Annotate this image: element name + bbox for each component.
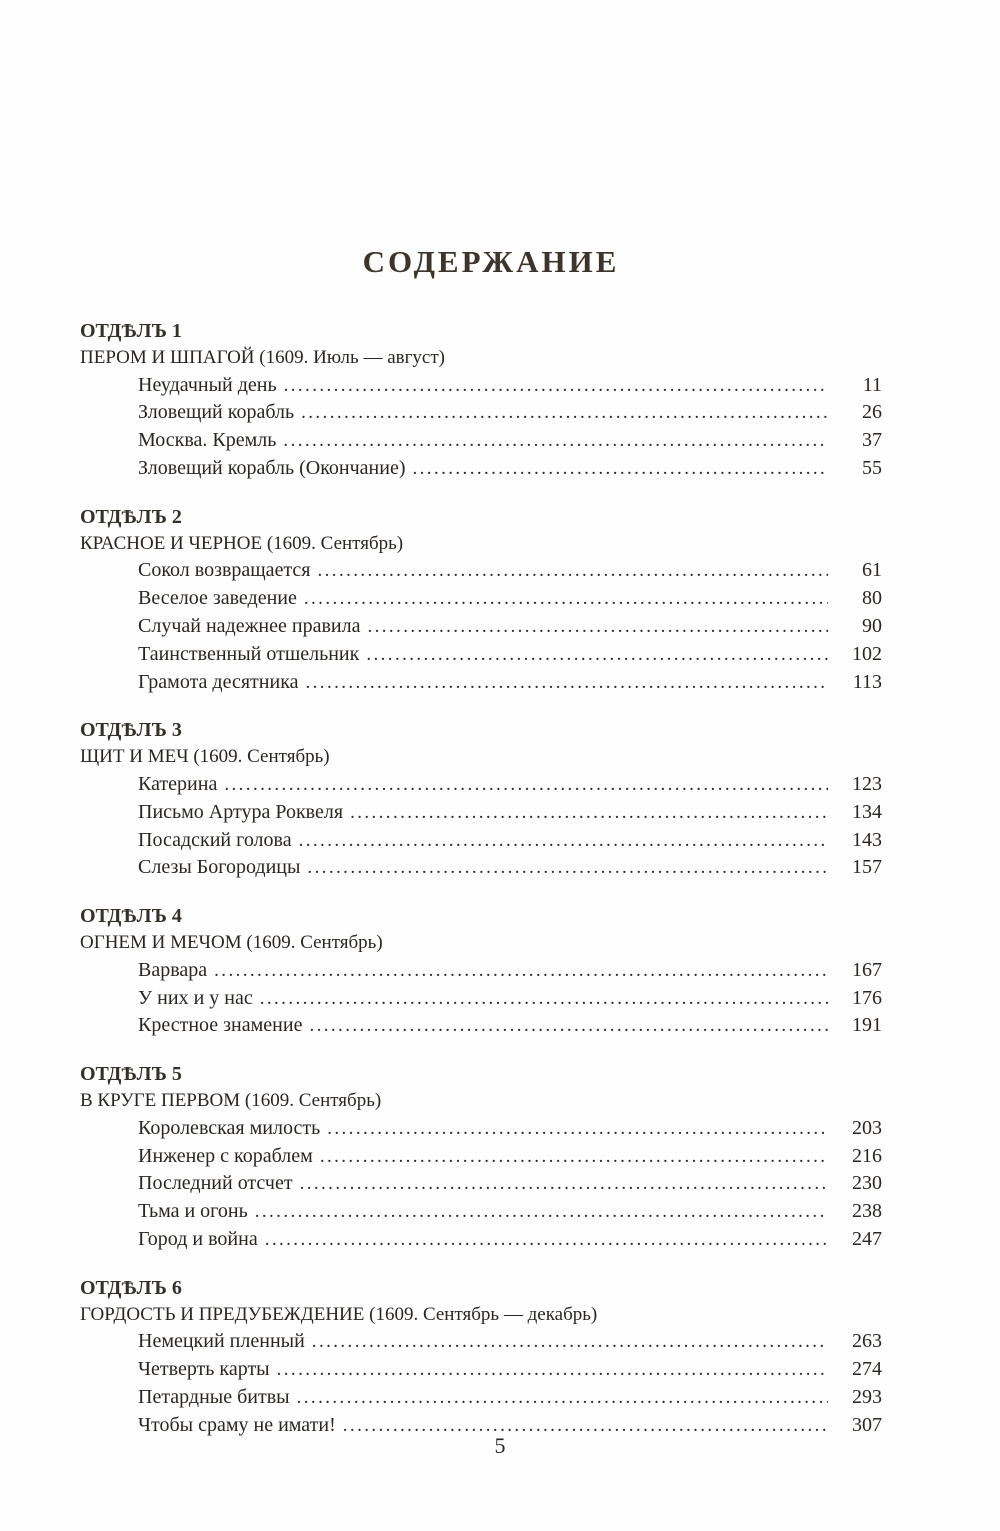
toc-entry-title: Инженер с кораблем: [138, 1144, 313, 1167]
toc-entry-page: 123: [852, 772, 882, 795]
toc-entry-title: Петардные битвы: [138, 1385, 290, 1408]
toc-entry: [80, 1198, 882, 1226]
toc-entry-title: Москва. Кремль: [138, 429, 277, 452]
toc-entry: [80, 985, 882, 1013]
dot-leader: [299, 827, 828, 855]
toc-entry-title: У них и у нас: [138, 986, 253, 1009]
toc-section: [80, 504, 882, 697]
toc-entry-title: Крестное знамение: [138, 1014, 303, 1037]
dot-leader: [214, 957, 828, 985]
toc-entry-title: Случай надежнее правила: [138, 614, 361, 637]
toc-entry-title: Последний отсчет: [138, 1172, 293, 1195]
toc-entry-title: Веселое заведение: [138, 587, 297, 610]
toc-entry: [80, 1356, 882, 1384]
toc-entry: [80, 1012, 882, 1040]
toc-entry: [80, 585, 882, 613]
dot-leader: [301, 399, 828, 427]
toc-entry-title: Тьма и огонь: [138, 1200, 248, 1223]
toc-entry: [80, 771, 882, 799]
toc-section: [80, 1061, 882, 1254]
dot-leader: [284, 372, 828, 400]
toc-entry-page: 55: [862, 456, 882, 479]
toc-entry: [80, 854, 882, 882]
dot-leader: [304, 585, 828, 613]
toc-entry-page: 102: [852, 642, 882, 665]
toc-entry: [80, 1328, 882, 1356]
toc-entry: [80, 1170, 882, 1198]
dot-leader: [277, 1356, 828, 1384]
toc-entry-page: 230: [852, 1172, 882, 1195]
toc-entry-page: 157: [852, 856, 882, 879]
toc-entry-title: Неудачный день: [138, 373, 277, 396]
toc-entry-title: Таинственный отшельник: [138, 642, 360, 665]
section-heading: ОТДѢЛЪ 4: [80, 905, 182, 928]
toc-entry-page: 216: [852, 1144, 882, 1167]
toc-entry-title: Грамота десятника: [138, 670, 299, 693]
toc-entry-page: 113: [852, 670, 882, 693]
dot-leader: [300, 1170, 828, 1198]
toc-section: [80, 318, 882, 483]
toc-entry: [80, 641, 882, 669]
toc-entry: [80, 1226, 882, 1254]
toc-section: [80, 1275, 882, 1440]
dot-leader: [307, 854, 828, 882]
toc-entry: [80, 827, 882, 855]
toc-entry: [80, 799, 882, 827]
toc-entry-page: 191: [852, 1014, 882, 1037]
toc-entry-title: Чтобы сраму не имати!: [138, 1413, 336, 1436]
dot-leader: [306, 669, 829, 697]
section-heading: ОТДѢЛЪ 5: [80, 1063, 182, 1086]
dot-leader: [309, 1012, 828, 1040]
toc-entry-page: 134: [852, 800, 882, 823]
toc-entry-page: 80: [862, 587, 882, 610]
toc-entry-page: 90: [862, 614, 882, 637]
dot-leader: [366, 641, 828, 669]
dot-leader: [260, 985, 828, 1013]
dot-leader: [255, 1198, 828, 1226]
toc-entry-title: Катерина: [138, 772, 218, 795]
toc-entry-page: 203: [852, 1116, 882, 1139]
toc-section: [80, 903, 882, 1040]
toc-entry-page: 26: [862, 401, 882, 424]
toc-entry-title: Четверть карты: [138, 1358, 270, 1381]
section-heading: ОТДѢЛЪ 2: [80, 505, 182, 528]
toc-entry: [80, 427, 882, 455]
toc-entry-page: 307: [852, 1413, 882, 1436]
toc-entry-title: Посадский голова: [138, 828, 292, 851]
page-number: 5: [494, 1433, 506, 1458]
toc-entry: [80, 613, 882, 641]
toc-entry-page: 167: [852, 958, 882, 981]
section-heading: ОТДѢЛЪ 3: [80, 719, 182, 742]
toc-section: [80, 717, 882, 882]
page-title: СОДЕРЖАНИЕ: [362, 244, 620, 279]
section-subtitle: КРАСНОЕ И ЧЕРНОЕ (1609. Сентябрь): [80, 532, 404, 554]
toc-entry-title: Королевская милость: [138, 1116, 321, 1139]
dot-leader: [265, 1226, 828, 1254]
toc-entry-title: Варвара: [138, 958, 208, 981]
dot-leader: [327, 1115, 828, 1143]
toc-entry-page: 238: [852, 1200, 882, 1223]
dot-leader: [224, 771, 828, 799]
toc-entry-page: 263: [852, 1330, 882, 1353]
toc-entry-page: 37: [862, 429, 882, 452]
toc-entry: [80, 399, 882, 427]
toc-entry: [80, 455, 882, 483]
dot-leader: [413, 455, 829, 483]
toc-entry: [80, 372, 882, 400]
dot-leader: [318, 557, 829, 585]
section-heading: ОТДѢЛЪ 6: [80, 1276, 182, 1299]
toc-entry-title: Письмо Артура Роквеля: [138, 800, 344, 823]
toc-sections: [80, 318, 882, 1439]
toc-entry-page: 247: [852, 1227, 882, 1250]
toc-entry: [80, 669, 882, 697]
toc-entry: [80, 1115, 882, 1143]
toc-entry: [80, 1384, 882, 1412]
section-heading: ОТДѢЛЪ 1: [80, 320, 182, 342]
toc-entry-page: 61: [862, 559, 882, 582]
dot-leader: [350, 799, 828, 827]
dot-leader: [320, 1143, 828, 1171]
toc-entry-title: Слезы Богородицы: [138, 856, 301, 879]
dot-leader: [367, 613, 828, 641]
toc-entry-title: Город и война: [138, 1227, 258, 1250]
section-subtitle: ГОРДОСТЬ И ПРЕДУБЕЖДЕНИЕ (1609. Сентябрь — декабрь): [80, 1303, 598, 1325]
dot-leader: [297, 1384, 828, 1412]
toc-entry-title: Зловещий корабль: [138, 401, 295, 424]
toc-entry-page: 274: [852, 1358, 882, 1381]
toc-entry: [80, 1143, 882, 1171]
toc-entry: [80, 957, 882, 985]
toc-entry-page: 143: [852, 828, 882, 851]
dot-leader: [283, 427, 828, 455]
toc-entry-title: Немецкий пленный: [138, 1330, 305, 1353]
toc-entry-page: 293: [852, 1385, 882, 1408]
toc-entry-title: Зловещий корабль (Окончание): [138, 456, 406, 479]
toc-entry-page: 11: [862, 373, 882, 396]
section-subtitle: ОГНЕМ И МЕЧОМ (1609. Сентябрь): [80, 931, 383, 953]
toc-entry-page: 176: [852, 986, 882, 1009]
dot-leader: [312, 1328, 828, 1356]
section-subtitle: В КРУГЕ ПЕРВОМ (1609. Сентябрь): [80, 1089, 382, 1111]
toc-entry-title: Сокол возвращается: [138, 559, 311, 582]
toc-entry: [80, 557, 882, 585]
section-subtitle: ЩИТ И МЕЧ (1609. Сентябрь): [80, 746, 330, 768]
section-subtitle: ПЕРОМ И ШПАГОЙ (1609. Июль — август): [80, 346, 445, 368]
